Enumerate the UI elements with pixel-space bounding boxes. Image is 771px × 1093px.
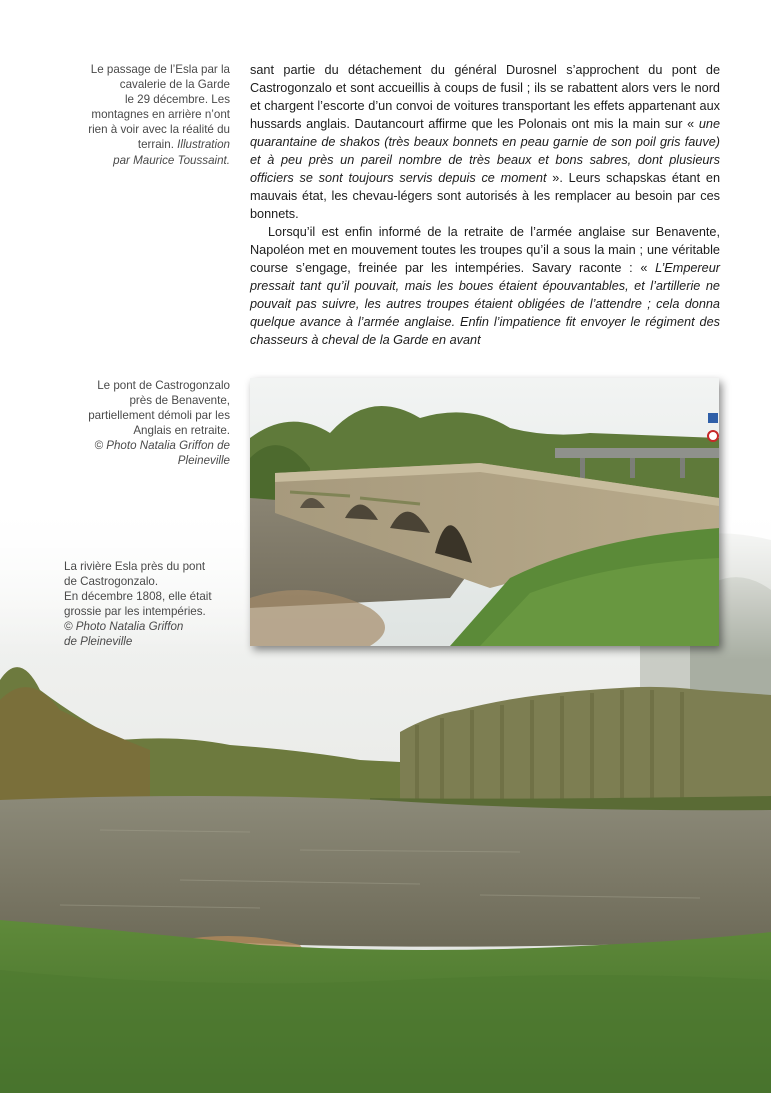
text-run: Lorsqu’il est enfin informé de la retraite de l’armée anglaise sur Benavente, Napoléon met en mouvement toutes les troupes qu’il a sous la main ; une véritable course s’engage, freinée par les intempéries. Savary raconte : « [250,225,720,275]
bridge-photo-illustration [250,378,719,646]
caption-line [88,137,230,152]
caption-line: le 29 décembre. Les [124,93,230,107]
caption-line: La rivière Esla près du pont [64,560,206,573]
text-run: ». Leurs schapskas étant en mauvais état, les chevau-légers sont autorisés à les remplacer au besoin par ces bonnets. [250,171,721,221]
caption-credit: © Photo Natalia Griffon de [94,439,230,453]
caption-text: terrain. [137,138,178,152]
caption-esla-passage [88,62,230,168]
caption-line: partiellement démoli par les [88,409,230,423]
paragraph [250,61,720,223]
caption-line: de Castrogonzalo. [64,575,159,589]
caption-line: montagnes en arrière n’ont [91,108,230,122]
caption-river [64,559,212,650]
caption-credit: Illustration [177,138,230,152]
caption-bridge [88,378,230,469]
article-text [250,61,720,349]
quote-run: une quarantaine de shakos (très beaux bonnets en peau garnie de son poil gris fauve) et à peu près un pareil nombre de très beaux et bons sabres, dont plusieurs officiers se sont toujours servis depuis ce moment [250,117,720,185]
caption-credit: © Photo Natalia Griffon [64,620,184,634]
caption-line: près de Benavente, [129,394,230,408]
paragraph [250,223,720,349]
caption-line: rien à voir avec la réalité du [88,123,230,137]
caption-credit: de Pleineville [64,635,133,649]
caption-line: Le pont de Castrogonzalo [97,379,230,392]
quote-run: L’Empereur pressait tant qu’il pouvait, mais les boues étaient épouvantables, et l’artillerie ne pouvait pas suivre, les autres troupes étaient obligées de l’attendre ; cela donna quelque avance à l’armée anglaise. Enfin l’impatience fit envoyer le régiment des chasseurs à cheval de la Garde en avant [250,261,720,347]
caption-credit: par Maurice Toussaint. [113,153,230,167]
caption-line: En décembre 1808, elle était [64,590,212,604]
caption-line: grossie par les intempéries. [64,605,206,619]
caption-credit: Pleineville [177,454,230,468]
photo-bridge-castrogonzalo [250,378,719,646]
caption-line: Le passage de l’Esla par la [90,63,230,76]
caption-line: cavalerie de la Garde [119,78,230,92]
caption-line: Anglais en retraite. [133,424,230,438]
text-run: sant partie du détachement du général Durosnel s’approchent du pont de Castrogonzalo et sont accueillis à coups de fusil ; ils se rabattent alors vers le nord et chargent l’escorte d’un convoi de voitures transportant les effets appartenant aux hussards anglais. Dautancourt affirme que les Polonais ont mis la main sur « [250,63,720,131]
